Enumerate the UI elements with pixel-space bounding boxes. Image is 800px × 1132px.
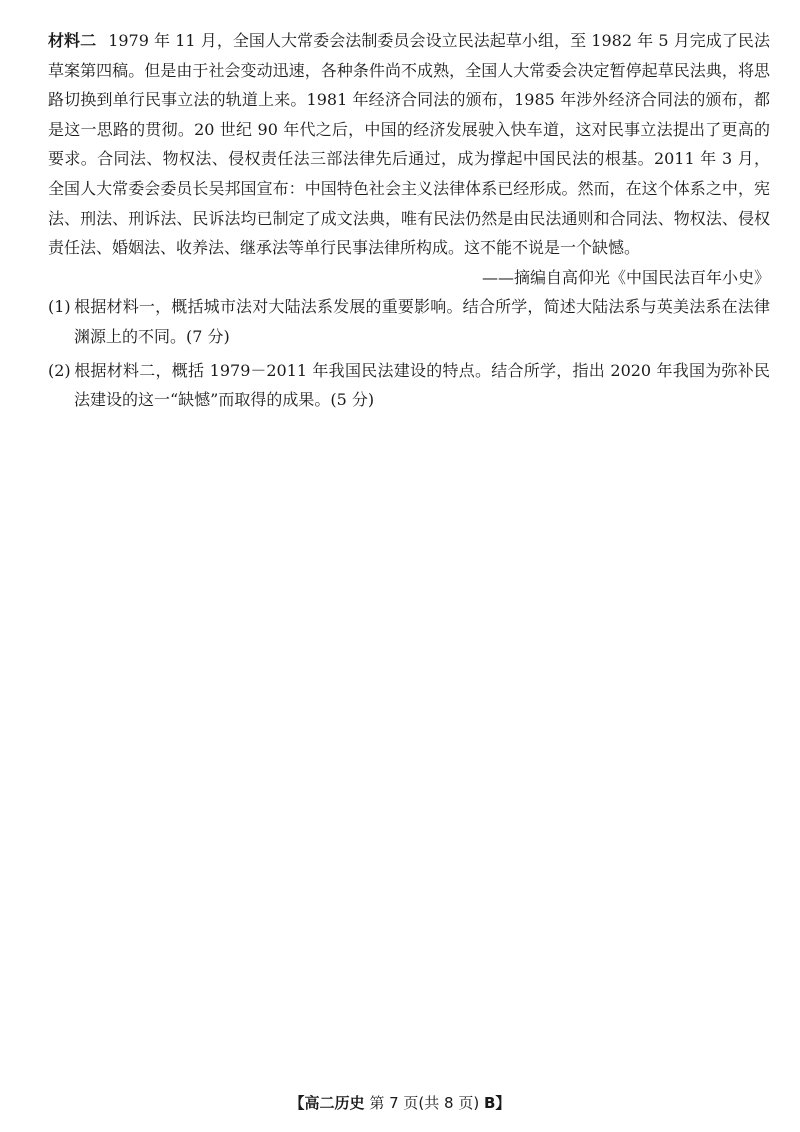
material-text: 1979 年 11 月，全国人大常委会法制委员会设立民法起草小组，至 1982 年 5 月完成了民法草案第四稿。但是由于社会变动迅速，各种条件尚不成熟，全国人大常委会决定暂停起草民法典，将思路切换到单行民事立法的轨道上来。1981 年经济合同法的颁布，1985 年涉外经济合同法的颁布，都是这一思路的贯彻。20 世纪 90 年代之后，中国的经济发展驶入快车道，这对民事立法提出了更高的要求。合同法、物权法、侵权责任法三部法律先后通过，成为撑起中国民法的根基。2011 年 3 月，全国人大常委会委员长吴邦国宣布：中国特色社会主义法律体系已经形成。然而，在这个体系之中，宪法、刑法、刑诉法、民诉法均已制定了成文法典，唯有民法仍然是由民法通则和合同法、物权法、侵权责任法、婚姻法、收养法、继承法等单行民事法律所构成。这不能不说是一个缺憾。 (48, 31, 770, 258)
footer-version: B】 (484, 1094, 511, 1112)
question-number: (2) (48, 360, 71, 380)
question-number: (1) (48, 297, 71, 317)
material-2-paragraph (48, 26, 770, 263)
material-label: 材料二 (48, 31, 97, 50)
footer-subject: 【高二历史 (289, 1094, 365, 1112)
question-1 (48, 292, 770, 351)
exam-page (48, 26, 770, 419)
question-2 (48, 356, 770, 415)
question-text: 根据材料一，概括城市法对大陆法系发展的重要影响。结合所学，简述大陆法系与英美法系在法律渊源上的不同。(7 分) (74, 297, 770, 346)
question-text: 根据材料二，概括 1979－2011 年我国民法建设的特点。结合所学，指出 2020 年我国为弥补民法建设的这一“缺憾”而取得的成果。(5 分) (74, 360, 770, 410)
footer-page-number: 第 7 页(共 8 页) (369, 1094, 480, 1112)
page-footer (0, 1092, 800, 1113)
material-source: ——摘编自高仰光《中国民法百年小史》 (481, 267, 770, 287)
